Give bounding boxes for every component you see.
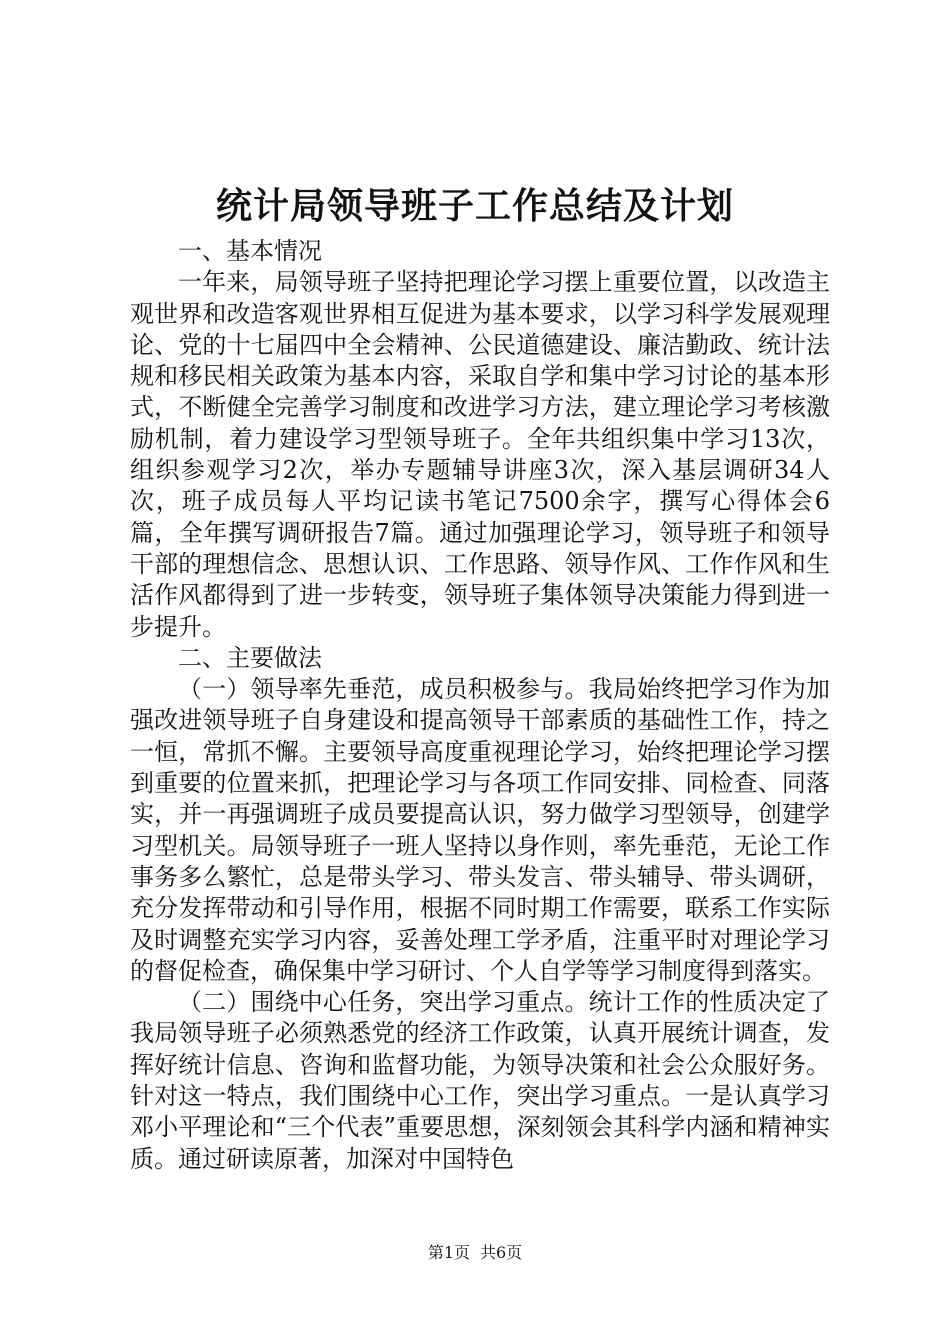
page-number: 第1页 <box>427 1243 470 1262</box>
paragraph-practice-one: （一）领导率先垂范，成员积极参与。我局始终把学习作为加强改进领导班子自身建设和提高领导干部素质的基础性工作，持之一恒，常抓不懈。主要领导高度重视理论学习，始终把理论学习摆到重要的位置来抓，把理论学习与各项工作同安排、同检查、同落实，并一再强调班子成员要提高认识，努力做学习型领导，创建学习型机关。局领导班子一班人坚持以身作则，率先垂范，无论工作事务多么繁忙，总是带头学习、带头发言、带头辅导、带头调研，充分发挥带动和引导作用，根据不同时期工作需要，联系工作实际及时调整充实学习内容，妥善处理工学矛盾，注重平时对理论学习的督促检查，确保集中学习研讨、个人自学等学习制度得到落实。 <box>130 675 830 985</box>
page-total: 共6页 <box>480 1243 523 1262</box>
paragraph-basic-situation: 一年来，局领导班子坚持把理论学习摆上重要位置，以改造主观世界和改造客观世界相互促进为基本要求，以学习科学发展观理论、党的十七届四中全会精神、公民道德建设、廉洁勤政、统计法规和移民相关政策为基本内容，采取自学和集中学习讨论的基本形式，不断健全完善学习制度和改进学习方法，建立理论学习考核激励机制，着力建设学习型领导班子。全年共组织集中学习13次，组织参观学习2次，举办专题辅导讲座3次，深入基层调研34人次，班子成员每人平均记读书笔记7500余字，撰写心得体会6篇，全年撰写调研报告7篇。通过加强理论学习，领导班子和领导干部的理想信念、思想认识、工作思路、领导作风、工作作风和生活作风都得到了进一步转变，领导班子集体领导决策能力得到进一步提升。 <box>130 268 830 641</box>
page-footer <box>0 1241 950 1265</box>
paragraph-practice-two: （二）围绕中心任务，突出学习重点。统计工作的性质决定了我局领导班子必须熟悉党的经济工作政策，认真开展统计调查，发挥好统计信息、咨询和监督功能，为领导决策和社会公众服好务。针对这一特点，我们围绕中心工作，突出学习重点。一是认真学习邓小平理论和“三个代表”重要思想，深刻领会其科学内涵和精神实质。通过研读原著，加深对中国特色 <box>130 988 830 1173</box>
section-heading-basic-situation: 一、基本情况 <box>178 237 322 265</box>
document-body <box>130 236 830 1175</box>
document-title: 统计局领导班子工作总结及计划 <box>215 185 734 227</box>
section-heading-main-practices: 二、主要做法 <box>178 643 322 672</box>
